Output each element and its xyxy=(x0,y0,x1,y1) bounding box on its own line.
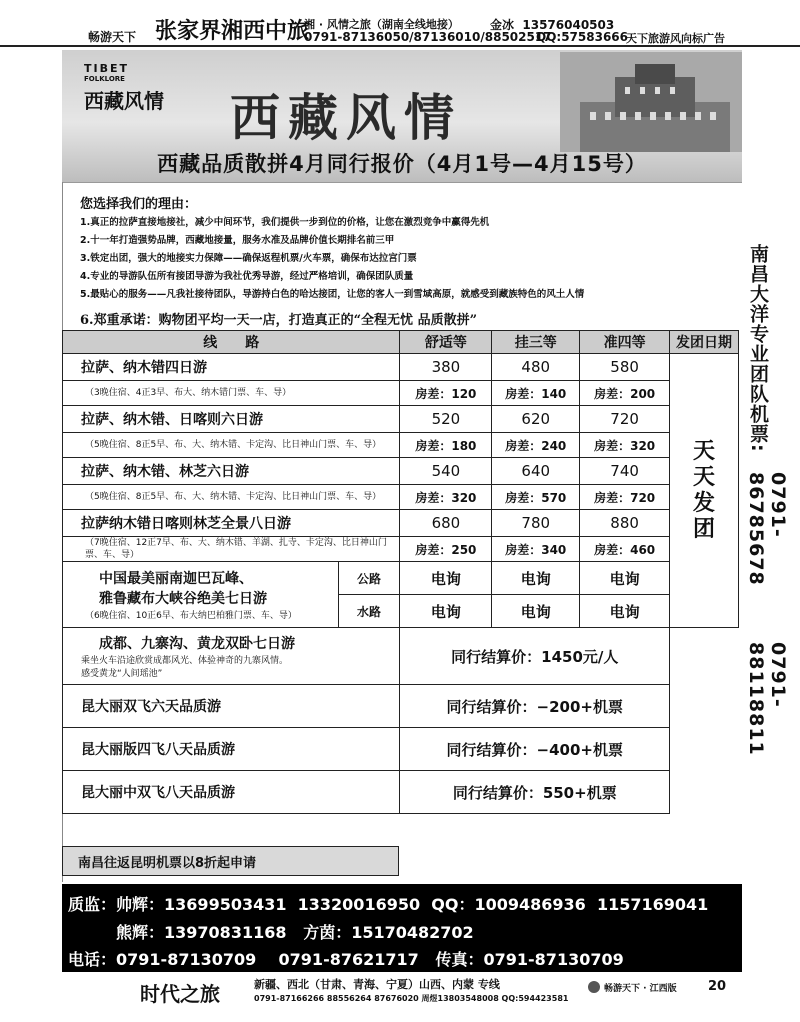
call-cell: 电询 xyxy=(492,595,580,628)
price-cell: 620 xyxy=(492,406,580,433)
table-row xyxy=(63,537,739,562)
settle-price: 同行结算价：−200+机票 xyxy=(400,685,670,728)
price-cell: 720 xyxy=(580,406,670,433)
header-subtitle: 湘 · 风情之旅（湖南全线地接） xyxy=(304,18,459,31)
header-phones: 0791-87136050/87136010/88502517 xyxy=(304,30,552,44)
route-desc: （7晚住宿、12正7早、布、大、纳木错、羊湖、扎寺、卡定沟、比日神山门票、车、导） xyxy=(63,537,400,562)
table-row xyxy=(63,628,739,685)
quality-label: 质监： xyxy=(68,895,117,914)
phone: 13970831168 xyxy=(164,923,287,942)
contact-line-2 xyxy=(116,920,474,943)
header-three-star: 挂三等 xyxy=(492,331,580,354)
contact-line-1 xyxy=(68,892,708,915)
special-route-name-2: 雅鲁藏布大峡谷绝美七日游 xyxy=(99,591,267,607)
side-label: 南昌大洋专业团队机票: xyxy=(747,244,769,453)
logo-subtext: FOLKLORE xyxy=(84,75,125,83)
qq-label: QQ： xyxy=(431,895,475,914)
route-name: 成都、九寨沟、黄龙双卧七日游 xyxy=(99,636,295,652)
table-row xyxy=(63,685,739,728)
pledge-text: 6.郑重承诺：购物团平均一天一店，打造真正的“全程无忧 品质散拼” xyxy=(80,313,478,328)
route-desc: 乘坐火车沿途欣赏成都风光、体验神奇的九寨风情。 xyxy=(81,656,289,666)
call-cell: 电询 xyxy=(580,595,670,628)
header-qq: QQ:57583666 xyxy=(536,30,628,44)
logo-text: TIBET xyxy=(84,62,129,75)
schedule-text: 天天发团 xyxy=(693,438,716,542)
header-rule xyxy=(0,45,800,47)
reason-item: 1.真正的拉萨直接地接社，减少中间环节，我们提供一步到位的价格，让您在激烈竞争中赢得先机 xyxy=(80,217,490,228)
settle-price: 同行结算价：550+机票 xyxy=(400,771,670,814)
phone: 0791-87130709 xyxy=(116,950,257,969)
contact-name: 金冰 xyxy=(490,18,515,32)
diff-cell: 房差：180 xyxy=(400,433,492,458)
contact-name: 方茵： xyxy=(303,923,352,942)
road-label: 公路 xyxy=(338,562,400,595)
settle-price: 同行结算价：−400+机票 xyxy=(400,728,670,771)
table-row xyxy=(63,458,739,485)
contact-name: 熊辉： xyxy=(116,923,165,942)
reason-item: 5.最贴心的服务——凡我社接待团队，导游持白色的哈达接团，让您的客人一到雪域高原，就感受到藏族特色的风土人情 xyxy=(80,289,585,300)
phone: 13320016950 xyxy=(297,895,421,914)
diff-cell: 房差：340 xyxy=(492,537,580,562)
route-name: 拉萨、纳木错、林芝六日游 xyxy=(63,458,400,485)
reasons-heading: 您选择我们的理由： xyxy=(80,197,198,212)
footer-phones: 0791-87166266 88556264 87676020 周煜13803548008 QQ:594423581 xyxy=(254,994,569,1003)
price-cell: 520 xyxy=(400,406,492,433)
route-name: 昆大丽中双飞八天品质游 xyxy=(63,771,400,814)
footer-brand: 时代之旅 xyxy=(140,982,220,1006)
diff-cell: 房差：320 xyxy=(400,485,492,510)
table-row xyxy=(63,406,739,433)
table-row xyxy=(63,381,739,406)
fax-number: 0791-87130709 xyxy=(483,950,624,969)
tibet-logo xyxy=(84,62,164,114)
diff-cell: 房差：460 xyxy=(580,537,670,562)
route-name: 拉萨、纳木错四日游 xyxy=(63,354,400,381)
table-row xyxy=(63,728,739,771)
header-agency: 张家界湘西中旅 xyxy=(155,19,310,44)
table-row xyxy=(63,354,739,381)
table-row xyxy=(63,485,739,510)
logo-calligraphy: 西藏风情 xyxy=(84,89,164,113)
contact-mobile: 13576040503 xyxy=(522,18,615,32)
call-cell: 电询 xyxy=(580,562,670,595)
header-route: 线 路 xyxy=(63,331,400,354)
diff-cell: 房差：240 xyxy=(492,433,580,458)
table-row xyxy=(63,771,739,814)
route-desc: 感受黄龙“人间瑶池” xyxy=(81,669,163,679)
banner-calligraphy: 西藏风情 xyxy=(230,88,462,147)
route-desc: （5晚住宿、8正5早、布、大、纳木错、卡定沟、比日神山门票、车、导） xyxy=(63,433,400,458)
water-label: 水路 xyxy=(338,595,400,628)
side-phone-2: 0791-88118811 xyxy=(745,642,789,756)
header-ad: 天下旅游风向标广告 xyxy=(626,32,725,45)
potala-palace-image xyxy=(560,52,742,152)
call-cell: 电询 xyxy=(400,562,492,595)
note-text: 南昌往返昆明机票以8折起申请 xyxy=(78,856,257,871)
route-name: 昆大丽版四飞八天品质游 xyxy=(63,728,400,771)
page-number: 20 xyxy=(708,979,727,994)
diff-cell: 房差：250 xyxy=(400,537,492,562)
price-cell: 380 xyxy=(400,354,492,381)
header-comfort: 舒适等 xyxy=(400,331,492,354)
footer-publisher: 畅游天下 · 江西版 xyxy=(604,984,677,994)
diff-cell: 房差：120 xyxy=(400,381,492,406)
settle-price: 同行结算价：1450元/人 xyxy=(400,628,670,685)
table-row xyxy=(63,562,739,595)
price-cell: 580 xyxy=(580,354,670,381)
reason-item: 2.十一年打造强势品牌，西藏地接量，服务水准及品牌价值长期排名前三甲 xyxy=(80,235,395,246)
tel-label: 电话： xyxy=(68,950,117,969)
price-cell: 880 xyxy=(580,510,670,537)
phone: 15170482702 xyxy=(351,923,474,942)
price-cell: 640 xyxy=(492,458,580,485)
diff-cell: 房差：720 xyxy=(580,485,670,510)
diff-cell: 房差：570 xyxy=(492,485,580,510)
header-four-star: 准四等 xyxy=(580,331,670,354)
qq-number: 1157169041 xyxy=(596,895,709,914)
call-cell: 电询 xyxy=(400,595,492,628)
diff-cell: 房差：320 xyxy=(580,433,670,458)
special-route xyxy=(63,562,339,628)
publisher-logo-icon xyxy=(588,981,600,993)
call-cell: 电询 xyxy=(492,562,580,595)
contact-line-3 xyxy=(68,947,624,970)
route-desc: （5晚住宿、8正5早、布、大、纳木错、卡定沟、比日神山门票、车、导） xyxy=(63,485,400,510)
special-route-desc: （6晚住宿、10正6早、布大纳巴柏雅门票、车、导） xyxy=(85,611,297,621)
price-cell: 680 xyxy=(400,510,492,537)
banner-title: 西藏品质散拼4月同行报价（4月1号—4月15号） xyxy=(157,152,647,176)
price-cell: 740 xyxy=(580,458,670,485)
footer-routes: 新疆、西北（甘肃、青海、宁夏）山西、内蒙 专线 xyxy=(254,978,500,991)
fax-label: 传真： xyxy=(435,950,484,969)
contact-name: 帅辉： xyxy=(116,895,165,914)
price-cell: 780 xyxy=(492,510,580,537)
flat-route xyxy=(63,628,400,685)
table-row xyxy=(63,510,739,537)
special-route-name-1: 中国最美丽南迦巴瓦峰、 xyxy=(99,571,253,587)
reason-item: 3.铁定出团，强大的地接实力保障——确保返程机票/火车票，确保布达拉宫门票 xyxy=(80,253,417,264)
qq-number: 1009486936 xyxy=(474,895,586,914)
reason-item: 4.专业的导游队伍所有接团导游为我社优秀导游，经过严格培训，确保团队质量 xyxy=(80,271,414,282)
diff-cell: 房差：140 xyxy=(492,381,580,406)
route-desc: （3晚住宿、4正3早、布大、纳木错门票、车、导） xyxy=(63,381,400,406)
route-name: 拉萨纳木错日喀则林芝全景八日游 xyxy=(63,510,400,537)
phone: 13699503431 xyxy=(164,895,287,914)
phone: 0791-87621717 xyxy=(278,950,419,969)
side-phone-1: 0791-86785678 xyxy=(745,472,789,586)
route-name: 昆大丽双飞六天品质游 xyxy=(63,685,400,728)
diff-cell: 房差：200 xyxy=(580,381,670,406)
price-table xyxy=(62,330,739,814)
schedule-cell xyxy=(670,354,739,628)
header-schedule: 发团日期 xyxy=(670,331,739,354)
table-row xyxy=(63,433,739,458)
price-cell: 540 xyxy=(400,458,492,485)
price-cell: 480 xyxy=(492,354,580,381)
route-name: 拉萨、纳木错、日喀则六日游 xyxy=(63,406,400,433)
header-tagline: 畅游天下 xyxy=(88,30,137,44)
